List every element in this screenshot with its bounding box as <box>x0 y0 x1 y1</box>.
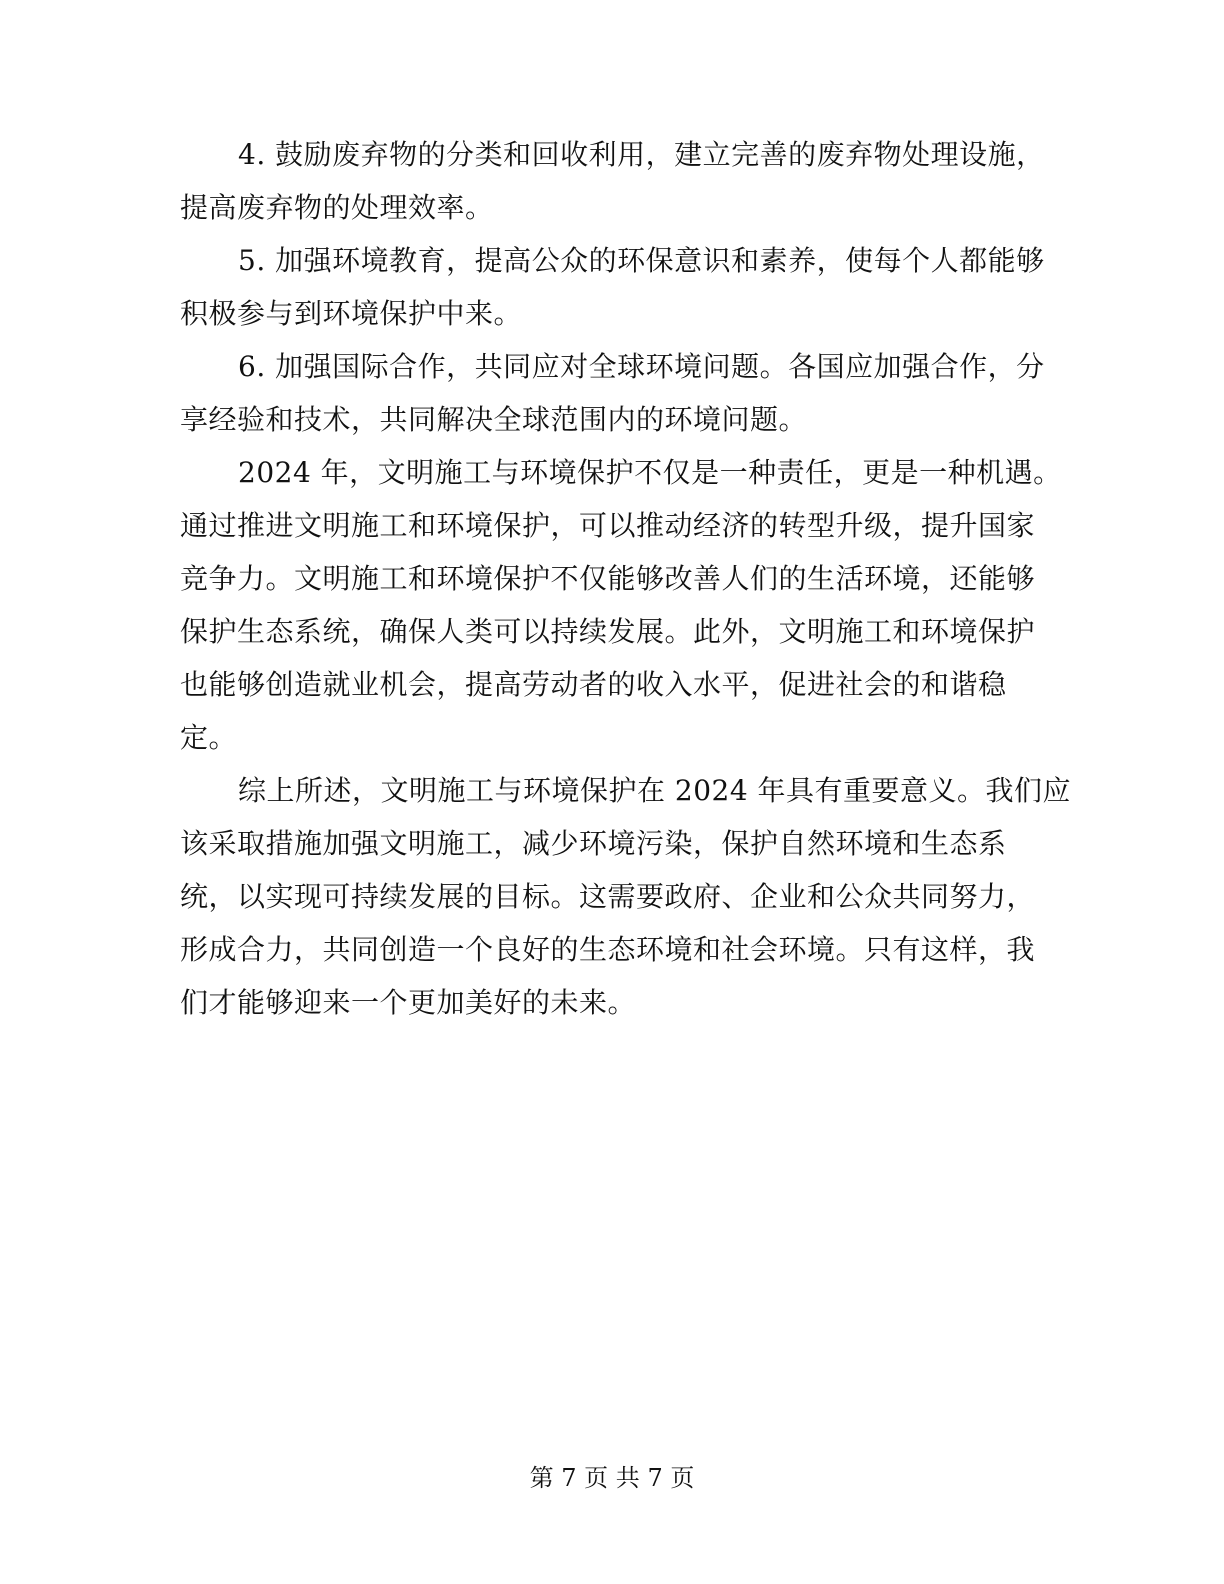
paragraph-line: 积极参与到环境保护中来。 <box>180 297 523 330</box>
paragraph-line: 定。 <box>180 721 238 754</box>
paragraph-line: 5. 加强环境教育，提高公众的环保意识和素养，使每个人都能够 <box>238 244 1045 277</box>
paragraph-conclusion <box>180 764 1072 1029</box>
paragraph-item-4 <box>180 128 1045 234</box>
paragraph-item-6 <box>180 340 1045 446</box>
body-text <box>180 128 1072 1029</box>
paragraph-line: 统，以实现可持续发展的目标。这需要政府、企业和公众共同努力， <box>180 880 1036 913</box>
paragraph-line: 通过推进文明施工和环境保护，可以推动经济的转型升级，提升国家 <box>180 509 1036 542</box>
page-number-label: 第 7 页 共 7 页 <box>529 1464 695 1492</box>
page-footer <box>0 1462 1224 1494</box>
paragraph-opportunity <box>180 446 1062 764</box>
paragraph-line: 6. 加强国际合作，共同应对全球环境问题。各国应加强合作，分 <box>238 350 1045 383</box>
paragraph-line: 也能够创造就业机会，提高劳动者的收入水平，促进社会的和谐稳 <box>180 668 1007 701</box>
paragraph-line: 们才能够迎来一个更加美好的未来。 <box>180 986 637 1019</box>
paragraph-line: 该采取措施加强文明施工，减少环境污染，保护自然环境和生态系 <box>180 827 1007 860</box>
paragraph-line: 保护生态系统，确保人类可以持续发展。此外，文明施工和环境保护 <box>180 615 1036 648</box>
paragraph-line: 享经验和技术，共同解决全球范围内的环境问题。 <box>180 403 808 436</box>
paragraph-line: 竞争力。文明施工和环境保护不仅能够改善人们的生活环境，还能够 <box>180 562 1036 595</box>
paragraph-line: 综上所述，文明施工与环境保护在 2024 年具有重要意义。我们应 <box>238 774 1072 807</box>
paragraph-line: 形成合力，共同创造一个良好的生态环境和社会环境。只有这样，我 <box>180 933 1036 966</box>
paragraph-line: 2024 年，文明施工与环境保护不仅是一种责任，更是一种机遇。 <box>238 456 1062 489</box>
paragraph-line: 提高废弃物的处理效率。 <box>180 191 494 224</box>
paragraph-line: 4. 鼓励废弃物的分类和回收利用，建立完善的废弃物处理设施， <box>238 138 1045 171</box>
paragraph-item-5 <box>180 234 1045 340</box>
